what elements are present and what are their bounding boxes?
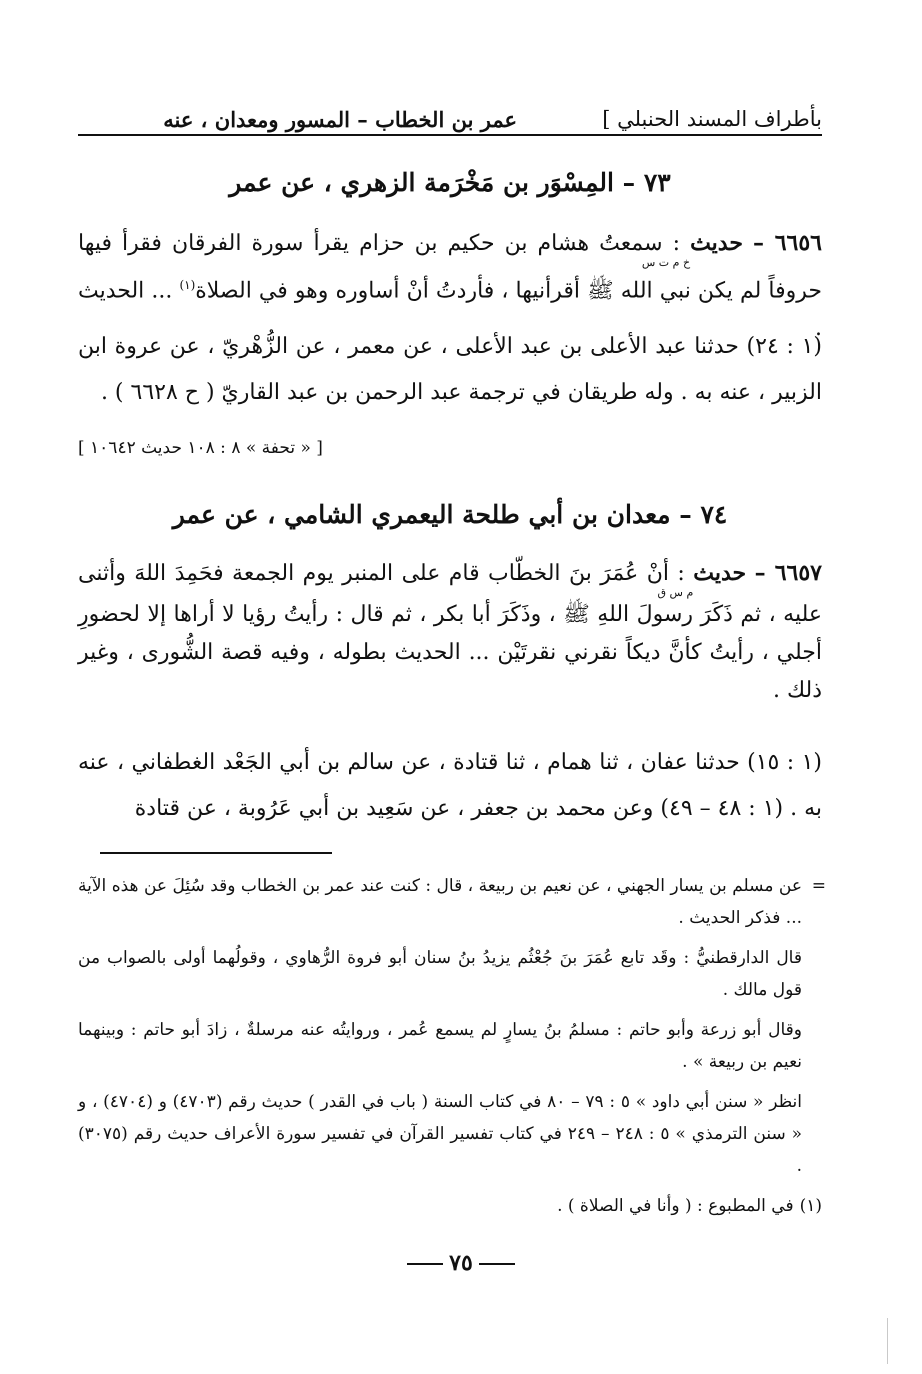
footnote-text: انظر « سنن أبي داود » ٥ : ٧٩ – ٨٠ في كتاب السنة ( باب في القدر ) حديث رقم (٤٧٠٣) و (٤٧٠٤) ، و « سنن الترمذي » ٥ : ٢٤٨ – ٢٤٩ في كتاب تفسير القرآن في تفسير سورة الأعراف حديث رقم (٣٠٧٥) . [78, 1092, 802, 1176]
section-heading-73: ٧٣ – المِسْوَر بن مَخْرَمة الزهري ، عن عمر [229, 168, 671, 197]
page-number-value: ٧٥ [449, 1250, 473, 1276]
footnote-text: قال الدارقطنيُّ : وقَد تابع عُمَرَ بنَ جُعْثُم يزيدُ بنُ سنان أبو فروة الرُّهاوي ، وقولُهما أولى بالصواب من قول مالك . [78, 948, 802, 1000]
page-number-dash [407, 1263, 443, 1265]
hadith-number: ٦٦٥٦ – [753, 230, 822, 256]
tuhfa-text: [ « تحفة » ٨ : ١٠٨ حديث ١٠٦٤٢ ] [78, 438, 323, 458]
footnote-1 [78, 1190, 822, 1222]
footnote-paragraph [78, 942, 822, 1006]
footnotes [78, 870, 826, 1230]
footnote-text: وقال أبو زرعة وأبو حاتم : مسلمُ بنُ يسارٍ لم يسمع عُمر ، وروايتُه عنه مرسلةٌ ، زادَ أبو حاتم : وبينهما نعيم بن ربيعة » . [78, 1020, 802, 1072]
footnote-text: عن مسلم بن يسار الجهني ، عن نعيم بن ربيعة ، قال : كنت عند عمر بن الخطاب وقد سُئِلَ عن هذه الآية ... فذكر الحديث . [78, 876, 802, 928]
footnote-paragraph [78, 1086, 822, 1182]
running-head-chapter: عمر بن الخطاب – المسور ومعدان ، عنه [163, 107, 517, 132]
tuhfa-reference [78, 438, 822, 458]
isnad-6656: (١ : ٢٤) حدثنا عبد الأعلى بن عبد الأعلى ، عن معمر ، عن الزُّهْريّ ، عن عروة ابن الزبير ، عنه به . وله طريقان في ترجمة عبد الرحمن بن عبد القاريّ ( ح ٦٦٢٨ ) . [78, 334, 822, 405]
footnote-number: (١) [799, 1196, 822, 1216]
hadith-number: ٦٦٥٧ – [754, 560, 822, 586]
footnote-rule [100, 852, 332, 854]
footnote-paragraph [78, 1014, 822, 1078]
hadith-text: : أنْ عُمَرَ بنَ الخطّاب قام على المنبر يوم الجمعة فحَمِدَ اللهَ وأثنى عليه ، ثم ذَكَرَ رسولَ اللهِ ﷺ ، وذَكَرَ أبا بكر ، ثم قال : رأيتُ رؤيا لا أراها إلا لحضورِ أجلي ، رأيتُ كأنَّ ديكاً نقرني نقرتَيْن ... الحديث بطوله ، وفيه قصة الشُّورى ، وغير ذلك . [78, 561, 823, 703]
running-head-book-title: بأطراف المسند الحنبلي ] [602, 107, 822, 131]
footnote-continued [78, 870, 826, 934]
footnote-text: في المطبوع : ( وأنا في الصلاة ) . [557, 1196, 794, 1216]
section-heading-74: ٧٤ – معدان بن أبي طلحة اليعمري الشامي ، عن عمر [172, 500, 728, 529]
isnad-6657: (١ : ١٥) حدثنا عفان ، ثنا همام ، ثنا قتادة ، عن سالم بن أبي الجَعْد الغطفاني ، عنه به . (١ : ٤٨ – ٤٩) وعن محمد بن جعفر ، عن سَعِيد بن أبي عَرُوبة ، عن قتادة [78, 750, 822, 821]
scan-edge-mark [887, 1318, 888, 1364]
hadith-text: : سمعتُ هشام بن حكيم بن حزام يقرأ سورة الفرقان فقرأ فيها حروفاً لم يكن نبي الله ﷺ أقرأنيها ، فأردتُ أنْ أساوره وهو في الصلاة [78, 231, 822, 304]
header-rule [78, 134, 822, 136]
running-head [78, 94, 822, 130]
hadith-text-end: ... الحديث . [78, 278, 822, 342]
hadith-6656: ٦٦٥٦ – حديثخ م ت س : سمعتُ هشام بن حكيم بن حزام يقرأ سورة الفرقان فقرأ فيها حروفاً لم يكن نبي الله ﷺ أقرأنيها ، فأردتُ أنْ أساوره وهو في الصلاة$^{(١)}$ ... الحديث . [78, 230, 822, 342]
footnote-ref: (١) [179, 278, 196, 292]
hadith-keyword: حديث [690, 230, 743, 256]
hadith-keyword: حديث [693, 560, 747, 586]
continuation-mark: = [811, 876, 826, 896]
page-number-dash [479, 1263, 515, 1265]
hadith-6657: ٦٦٥٧ – حديثم س ق : أنْ عُمَرَ بنَ الخطّاب قام على المنبر يوم الجمعة فحَمِدَ اللهَ وأثنى عليه ، ثم ذَكَرَ رسولَ اللهِ ﷺ ، وذَكَرَ أبا بكر ، ثم قال : رأيتُ رؤيا لا أراها إلا لحضورِ أجلي ، رأيتُ كأنَّ ديكاً نقرني نقرتَيْن ... الحديث بطوله ، وفيه قصة الشُّورى ، وغير ذلك . [78, 560, 823, 703]
page-number [0, 1250, 922, 1276]
